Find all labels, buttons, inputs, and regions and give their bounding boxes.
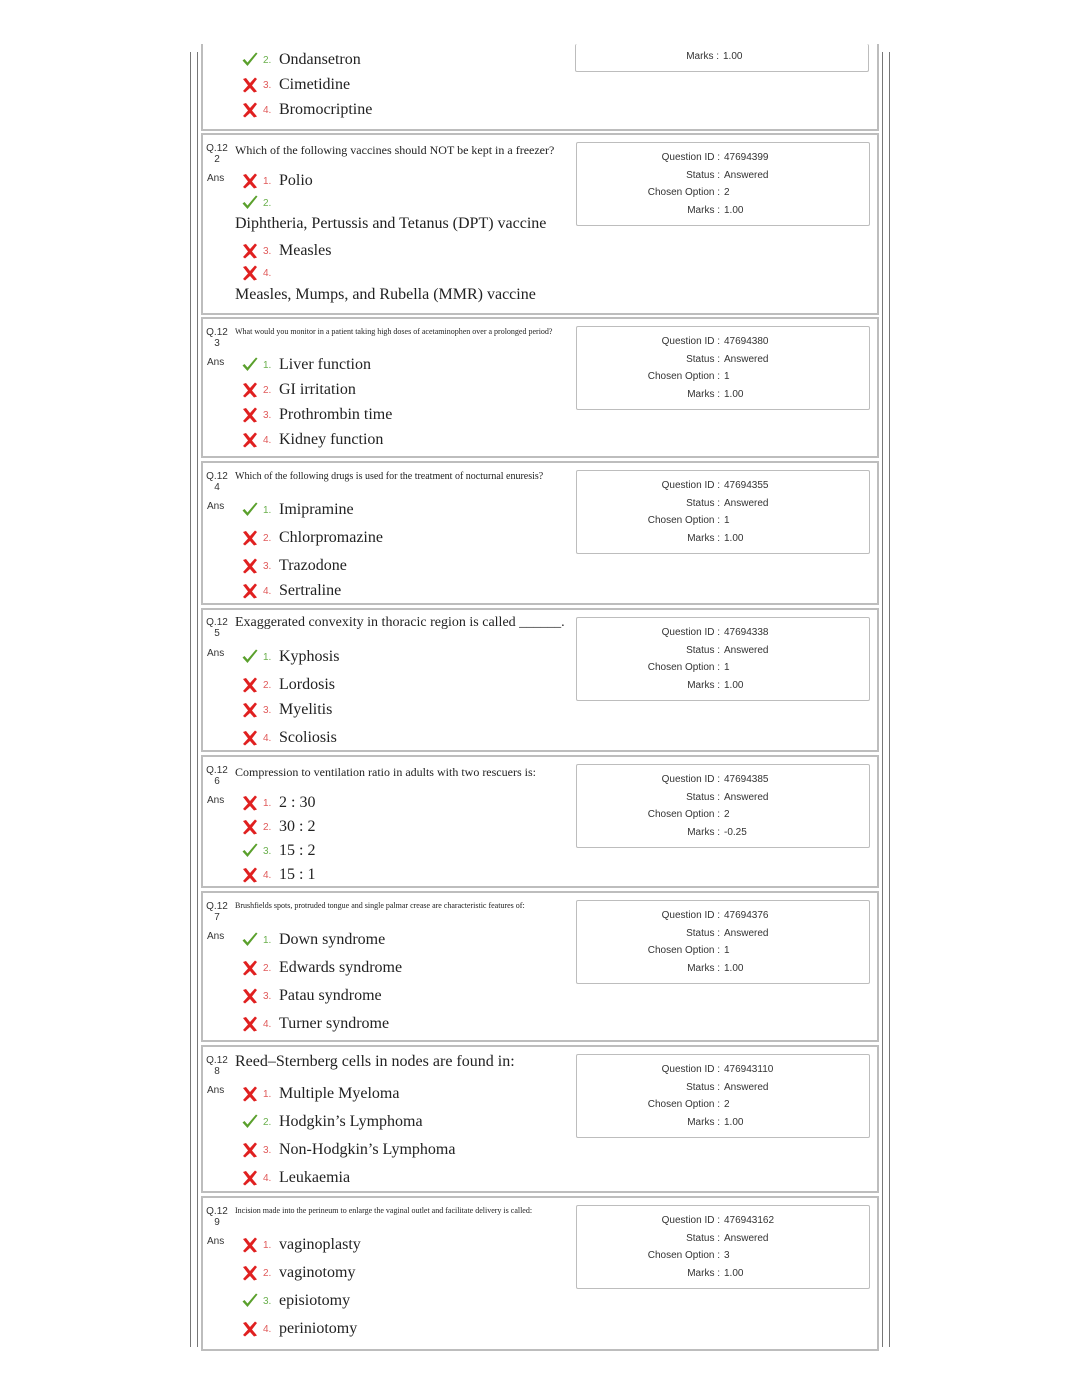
marks-label: Marks :	[687, 826, 720, 838]
cross-icon	[241, 1169, 259, 1187]
option-text: Liver function	[279, 356, 371, 373]
option-number: 4.	[263, 434, 272, 446]
option-1	[241, 1235, 361, 1255]
marks-value: 1.00	[724, 1267, 744, 1279]
option-text: Down syndrome	[279, 931, 386, 948]
right-border-inner	[882, 52, 883, 1347]
cross-icon	[241, 959, 259, 977]
ans-label: Ans	[207, 648, 225, 659]
question-number: Q.12 3	[206, 327, 228, 349]
chosen-option-value: 1	[724, 662, 730, 673]
marks-value: 1.00	[724, 1116, 744, 1128]
chosen-option-value: 3	[724, 1250, 730, 1261]
question-id-value: 47694380	[724, 336, 769, 347]
status-label: Status :	[686, 1081, 720, 1093]
option-number: 1.	[263, 175, 272, 187]
option-3	[241, 241, 331, 261]
option-2	[241, 50, 361, 70]
ans-label: Ans	[207, 501, 225, 512]
option-1	[241, 171, 313, 191]
option-4	[241, 430, 383, 450]
option-text: Diphtheria, Pertussis and Tetanus (DPT) vaccine	[235, 215, 547, 232]
question-text: Which of the following drugs is used for the treatment of nocturnal enuresis?	[235, 471, 544, 482]
option-number: 2.	[263, 384, 272, 396]
marks-value: 1.00	[724, 388, 744, 400]
option-number: 3.	[263, 704, 272, 716]
right-border-outer	[889, 52, 890, 1347]
question-info-box	[576, 1054, 870, 1138]
option-4	[241, 1319, 357, 1339]
status-label: Status :	[686, 791, 720, 803]
option-1	[241, 793, 315, 813]
option-text: 30 : 2	[279, 818, 316, 835]
question-info-box	[576, 1205, 870, 1289]
option-text: Cimetidine	[279, 76, 351, 93]
option-text: Turner syndrome	[279, 1015, 390, 1032]
question-info-box	[576, 617, 870, 701]
option-number: 3.	[263, 409, 272, 421]
option-text: 15 : 2	[279, 842, 316, 859]
status-label: Status :	[686, 169, 720, 181]
option-4	[241, 1014, 389, 1034]
chosen-option-label: Chosen Option :	[647, 515, 720, 526]
ans-label: Ans	[207, 795, 225, 806]
question-id-value: 476943110	[724, 1064, 774, 1075]
option-number: 4.	[263, 1018, 272, 1030]
option-number: 4.	[263, 585, 272, 597]
ans-label: Ans	[207, 1085, 225, 1096]
question-info-box	[576, 764, 870, 848]
option-2	[241, 528, 383, 548]
marks-label: Marks :	[687, 532, 720, 544]
option-number: 3.	[263, 560, 272, 572]
option-number: 3.	[263, 1144, 272, 1156]
question-text: What would you monitor in a patient taking high doses of acetaminophen over a prolonged period?	[235, 327, 553, 336]
option-number: 4.	[263, 1172, 272, 1184]
option-4	[241, 100, 372, 120]
marks-value: 1.00	[724, 532, 744, 544]
cross-icon	[241, 529, 259, 547]
cross-icon	[241, 701, 259, 719]
question-id-label: Question ID :	[661, 336, 720, 347]
option-text: Measles, Mumps, and Rubella (MMR) vaccine	[235, 286, 536, 303]
option-text: Bromocriptine	[279, 101, 373, 118]
question-text: Exaggerated convexity in thoracic region is called ______.	[235, 615, 565, 630]
question-id-value: 47694376	[724, 910, 769, 921]
status-label: Status :	[686, 927, 720, 939]
cross-icon	[241, 557, 259, 575]
option-1	[241, 930, 385, 950]
question-block	[201, 133, 879, 315]
marks-value: 1.00	[724, 204, 744, 216]
option-text: Lordosis	[279, 676, 335, 693]
option-number: 4.	[263, 732, 272, 744]
cross-icon	[241, 866, 259, 884]
question-block	[201, 317, 879, 458]
option-number: 3.	[263, 990, 272, 1002]
option-text: GI irritation	[279, 381, 356, 398]
option-1	[241, 1084, 399, 1104]
option-text: Leukaemia	[279, 1169, 351, 1186]
left-border-inner	[197, 52, 198, 1347]
option-3	[241, 1291, 350, 1311]
cross-icon	[241, 1085, 259, 1103]
option-number: 2.	[263, 1116, 272, 1128]
option-number: 3.	[263, 845, 272, 857]
option-4	[241, 728, 337, 748]
question-number: Q.12 7	[206, 901, 228, 923]
option-text: Imipramine	[279, 501, 354, 518]
cross-icon	[241, 172, 259, 190]
option-4	[241, 1168, 350, 1188]
option-3	[241, 75, 350, 95]
cross-icon	[241, 729, 259, 747]
option-4	[241, 865, 315, 885]
question-id-label: Question ID :	[661, 152, 720, 163]
option-text: Kidney function	[279, 431, 384, 448]
option-number: 4.	[263, 869, 272, 881]
question-id-label: Question ID :	[661, 627, 720, 638]
cross-icon	[241, 101, 259, 119]
check-icon	[241, 931, 259, 949]
option-4	[241, 263, 275, 283]
status-label: Status :	[686, 497, 720, 509]
option-text: 2 : 30	[279, 794, 316, 811]
question-number: Q.12 9	[206, 1206, 228, 1228]
question-id-label: Question ID :	[661, 1215, 720, 1226]
question-info-box	[576, 142, 870, 226]
chosen-option-value: 2	[724, 1099, 730, 1110]
option-2	[241, 1112, 423, 1132]
chosen-option-label: Chosen Option :	[647, 945, 720, 956]
question-info-box	[576, 900, 870, 984]
status-value: Answered	[724, 169, 769, 181]
check-icon	[241, 194, 259, 212]
option-3	[241, 700, 332, 720]
cross-icon	[241, 794, 259, 812]
status-value: Answered	[724, 1232, 769, 1244]
marks-value: 1.00	[723, 51, 743, 62]
status-value: Answered	[724, 791, 769, 803]
option-text: Multiple Myeloma	[279, 1085, 400, 1102]
check-icon	[241, 501, 259, 519]
option-2	[241, 1263, 355, 1283]
status-value: Answered	[724, 644, 769, 656]
option-text: Edwards syndrome	[279, 959, 403, 976]
marks-label: Marks :	[686, 51, 719, 62]
option-number: 2.	[263, 962, 272, 974]
option-text: Kyphosis	[279, 648, 340, 665]
marks-label: Marks :	[687, 679, 720, 691]
question-text: Which of the following vaccines should NOT be kept in a freezer?	[235, 143, 555, 157]
marks-label: Marks :	[687, 204, 720, 216]
option-1	[241, 355, 371, 375]
option-1	[241, 500, 354, 520]
question-number: Q.12 4	[206, 471, 228, 493]
option-number: 3.	[263, 245, 272, 257]
question-block	[201, 755, 879, 888]
option-4	[241, 581, 341, 601]
option-1	[241, 647, 339, 667]
cross-icon	[241, 1015, 259, 1033]
question-info-box	[576, 326, 870, 410]
question-id-label: Question ID :	[661, 774, 720, 785]
cross-icon	[241, 1236, 259, 1254]
option-number: 4.	[263, 1323, 272, 1335]
marks-label: Marks :	[687, 388, 720, 400]
question-id-label: Question ID :	[661, 480, 720, 491]
option-number: 2.	[263, 532, 272, 544]
option-text: Trazodone	[279, 557, 347, 574]
marks-value: -0.25	[724, 826, 747, 838]
option-text: Scoliosis	[279, 729, 337, 746]
question-id-value: 47694355	[724, 480, 769, 491]
cross-icon	[241, 818, 259, 836]
status-value: Answered	[724, 497, 769, 509]
question-text: Reed–Sternberg cells in nodes are found in:	[235, 1053, 515, 1070]
option-number: 2.	[263, 197, 272, 209]
option-text: vaginotomy	[279, 1264, 356, 1281]
cross-icon	[241, 264, 259, 282]
question-id-value: 47694399	[724, 152, 769, 163]
option-text: Chlorpromazine	[279, 529, 383, 546]
option-number: 1.	[263, 934, 272, 946]
option-3	[241, 405, 392, 425]
question-block	[201, 1196, 879, 1351]
option-text: Hodgkin’s Lymphoma	[279, 1113, 423, 1130]
question-number: Q.12 6	[206, 765, 228, 787]
chosen-option-value: 1	[724, 515, 730, 526]
question-id-value: 47694385	[724, 774, 769, 785]
chosen-option-value: 1	[724, 945, 730, 956]
option-number: 1.	[263, 1088, 272, 1100]
option-text: 15 : 1	[279, 866, 316, 883]
cross-icon	[241, 1264, 259, 1282]
ans-label: Ans	[207, 357, 225, 368]
question-info-box	[576, 470, 870, 554]
option-text: Prothrombin time	[279, 406, 393, 423]
check-icon	[241, 842, 259, 860]
status-label: Status :	[686, 1232, 720, 1244]
chosen-option-value: 1	[724, 371, 730, 382]
option-number: 3.	[263, 79, 272, 91]
option-text: vaginoplasty	[279, 1236, 361, 1253]
cross-icon	[241, 1320, 259, 1338]
option-number: 2.	[263, 821, 272, 833]
option-number: 1.	[263, 797, 272, 809]
chosen-option-label: Chosen Option :	[647, 1250, 720, 1261]
check-icon	[241, 1292, 259, 1310]
question-id-value: 476943162	[724, 1215, 775, 1226]
status-value: Answered	[724, 353, 769, 365]
marks-value: 1.00	[724, 679, 744, 691]
option-2	[241, 675, 335, 695]
question-number: Q.12 8	[206, 1055, 228, 1077]
question-text: Compression to ventilation ratio in adults with two rescuers is:	[235, 765, 536, 779]
option-number: 1.	[263, 359, 272, 371]
question-id-label: Question ID :	[661, 910, 720, 921]
question-info-box	[575, 44, 869, 72]
option-3	[241, 986, 382, 1006]
chosen-option-value: 2	[724, 809, 730, 820]
chosen-option-value: 2	[724, 187, 730, 198]
option-text: Non-Hodgkin’s Lymphoma	[279, 1141, 456, 1158]
option-text: episiotomy	[279, 1292, 351, 1309]
chosen-option-label: Chosen Option :	[647, 662, 720, 673]
ans-label: Ans	[207, 1236, 225, 1247]
status-label: Status :	[686, 353, 720, 365]
status-value: Answered	[724, 1081, 769, 1093]
question-block	[201, 608, 879, 752]
option-number: 4.	[263, 267, 272, 279]
option-3	[241, 1140, 455, 1160]
option-text: Ondansetron	[279, 51, 361, 68]
cross-icon	[241, 582, 259, 600]
option-text: Patau syndrome	[279, 987, 382, 1004]
option-number: 2.	[263, 679, 272, 691]
cross-icon	[241, 76, 259, 94]
option-2	[241, 817, 315, 837]
option-text: Measles	[279, 242, 332, 259]
chosen-option-label: Chosen Option :	[647, 371, 720, 382]
cross-icon	[241, 242, 259, 260]
option-2	[241, 380, 356, 400]
question-number: Q.12 5	[206, 617, 228, 639]
chosen-option-label: Chosen Option :	[647, 1099, 720, 1110]
option-number: 2.	[263, 1267, 272, 1279]
question-number: Q.12 2	[206, 143, 228, 165]
status-value: Answered	[724, 927, 769, 939]
ans-label: Ans	[207, 173, 225, 184]
chosen-option-label: Chosen Option :	[647, 809, 720, 820]
option-text: Polio	[279, 172, 313, 189]
option-number: 2.	[263, 54, 272, 66]
option-2	[241, 193, 275, 213]
chosen-option-label: Chosen Option :	[647, 187, 720, 198]
option-text: periniotomy	[279, 1320, 358, 1337]
check-icon	[241, 356, 259, 374]
question-block	[201, 1045, 879, 1193]
cross-icon	[241, 431, 259, 449]
marks-label: Marks :	[687, 1267, 720, 1279]
ans-label: Ans	[207, 931, 225, 942]
left-border-outer	[190, 52, 191, 1347]
option-2	[241, 958, 402, 978]
option-text: Sertraline	[279, 582, 342, 599]
check-icon	[241, 51, 259, 69]
question-block	[201, 461, 879, 605]
status-label: Status :	[686, 644, 720, 656]
option-text: Myelitis	[279, 701, 333, 718]
cross-icon	[241, 987, 259, 1005]
question-id-label: Question ID :	[661, 1064, 720, 1075]
question-id-value: 47694338	[724, 627, 769, 638]
cross-icon	[241, 676, 259, 694]
check-icon	[241, 1113, 259, 1131]
option-number: 3.	[263, 1295, 272, 1307]
cross-icon	[241, 381, 259, 399]
marks-label: Marks :	[687, 962, 720, 974]
option-3	[241, 841, 315, 861]
cross-icon	[241, 1141, 259, 1159]
marks-value: 1.00	[724, 962, 744, 974]
marks-label: Marks :	[687, 1116, 720, 1128]
question-text: Brushfields spots, protruded tongue and single palmar crease are characteristic features of:	[235, 901, 525, 910]
question-text: Incision made into the perineum to enlarge the vaginal outlet and facilitate delivery is called:	[235, 1206, 533, 1215]
option-number: 4.	[263, 104, 272, 116]
option-number: 1.	[263, 504, 272, 516]
check-icon	[241, 648, 259, 666]
option-3	[241, 556, 347, 576]
question-block	[201, 891, 879, 1042]
option-number: 1.	[263, 1239, 272, 1251]
option-number: 1.	[263, 651, 272, 663]
cross-icon	[241, 406, 259, 424]
